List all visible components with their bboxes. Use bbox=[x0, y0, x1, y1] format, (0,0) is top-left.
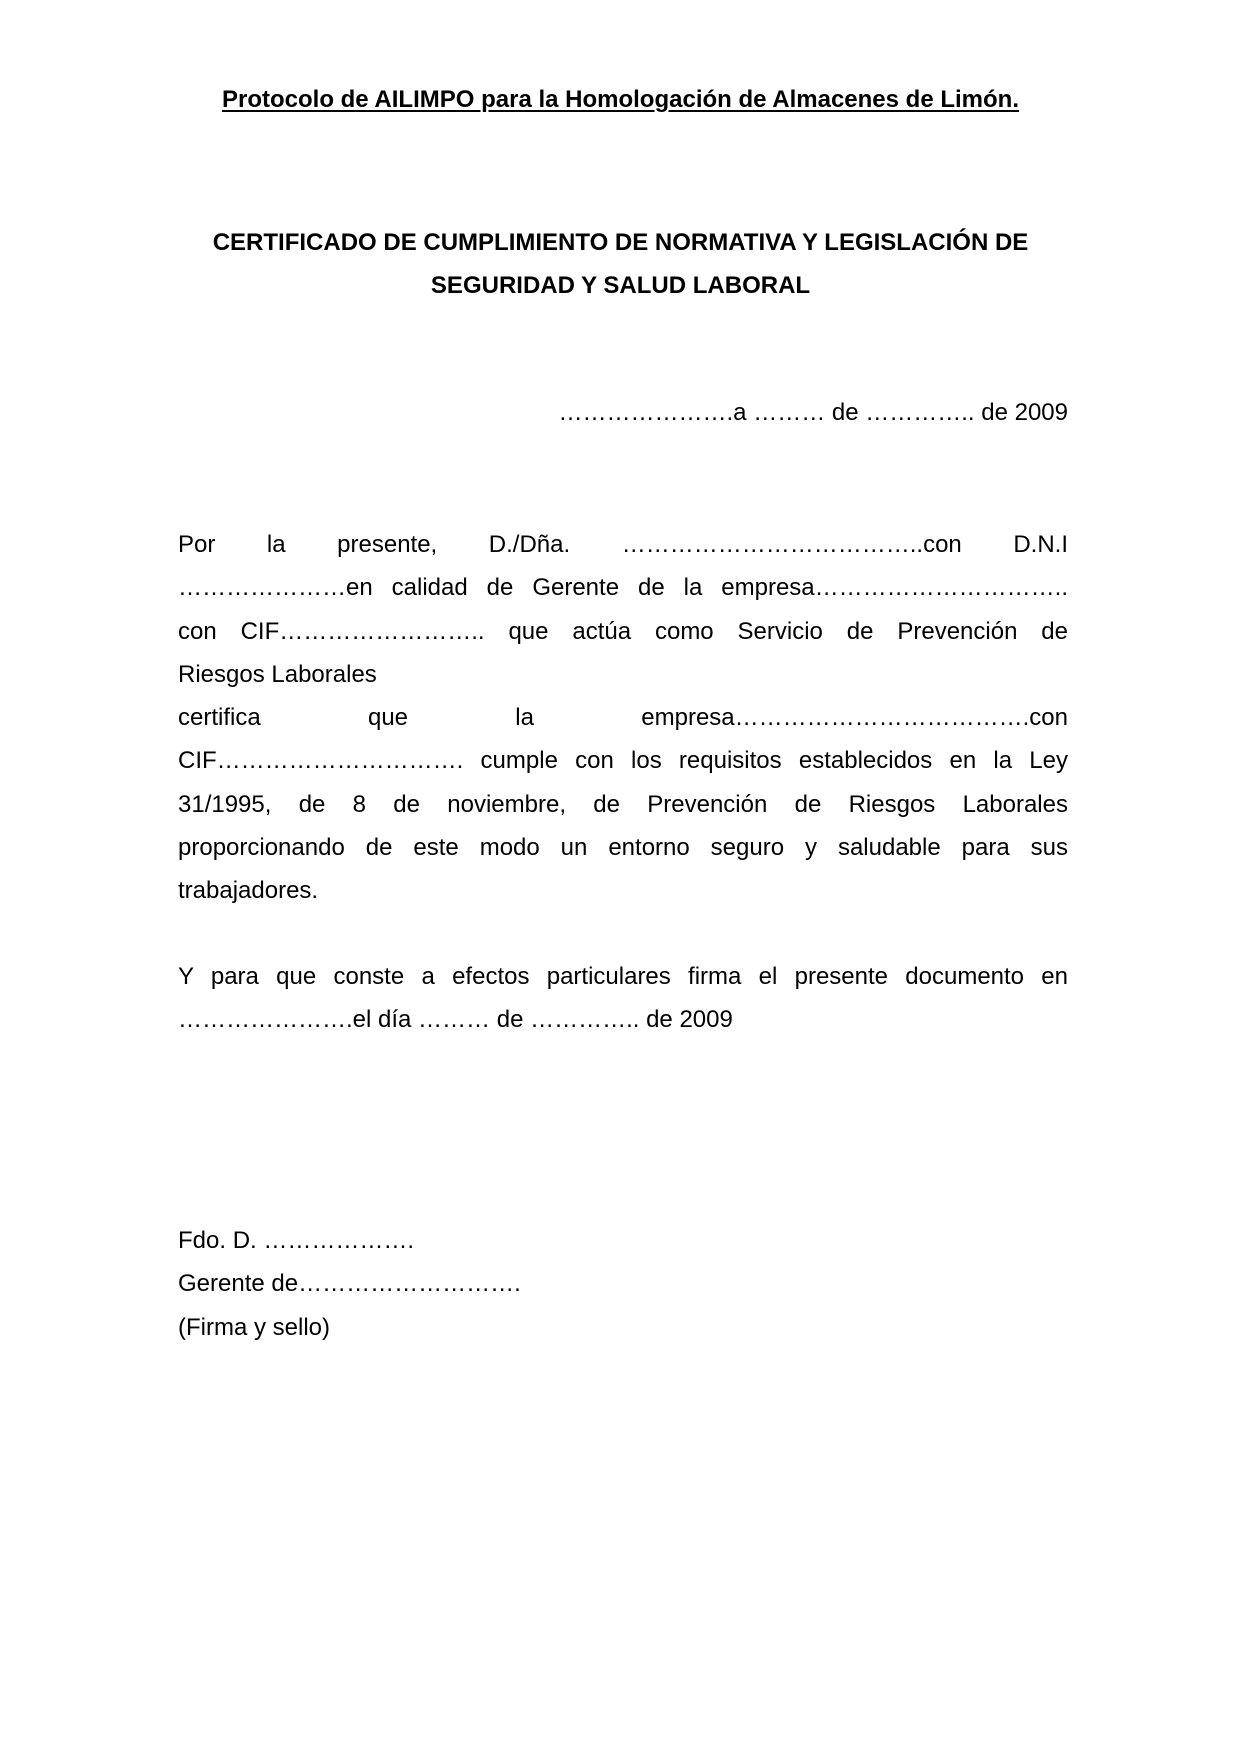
paragraph-line: ………………….el día ……… de ………….. de 2009 bbox=[178, 1006, 733, 1034]
certification-paragraph bbox=[178, 523, 1068, 913]
paragraph-line: Por la presente, D./Dña. ………………………………..con D.N.I bbox=[178, 531, 1068, 558]
signed-by-line: Fdo. D. ………………. bbox=[178, 1227, 415, 1254]
certificate-title-line-2: SEGURIDAD Y SALUD LABORAL bbox=[430, 272, 811, 299]
paragraph-line: trabajadores. bbox=[178, 877, 319, 905]
paragraph-line: 31/1995, de 8 de noviembre, de Prevención de Riesgos Laborales bbox=[178, 790, 1068, 818]
certificate-title bbox=[180, 221, 1061, 307]
paragraph-line: certifica que la empresa……………………………….con bbox=[178, 704, 1068, 732]
closing-paragraph bbox=[178, 955, 1068, 1042]
protocol-header bbox=[0, 83, 1241, 117]
paragraph-line: …………………en calidad de Gerente de la empresa………………………….. bbox=[178, 574, 1068, 602]
signature-block bbox=[178, 1219, 521, 1349]
certificate-title-line-1: CERTIFICADO DE CUMPLIMIENTO DE NORMATIVA Y LEGISLACIÓN DE bbox=[212, 229, 1029, 256]
paragraph-line: con CIF…………………….. que actúa como Servicio de Prevención de bbox=[178, 617, 1068, 645]
manager-of-line: Gerente de………………………. bbox=[178, 1270, 521, 1298]
signature-stamp-note: (Firma y sello) bbox=[178, 1313, 331, 1341]
protocol-title: Protocolo de AILIMPO para la Homologación de Almacenes de Limón. bbox=[221, 86, 1019, 113]
paragraph-line: Riesgos Laborales bbox=[178, 660, 377, 688]
date-line: ………………….a ……… de ………….. de 2009 bbox=[558, 399, 1068, 426]
paragraph-line: Y para que conste a efectos particulares firma el presente documento en bbox=[178, 963, 1068, 990]
paragraph-line: CIF…………………………. cumple con los requisitos establecidos en la Ley bbox=[178, 747, 1068, 775]
paragraph-line: proporcionando de este modo un entorno seguro y saludable para sus bbox=[178, 834, 1068, 862]
